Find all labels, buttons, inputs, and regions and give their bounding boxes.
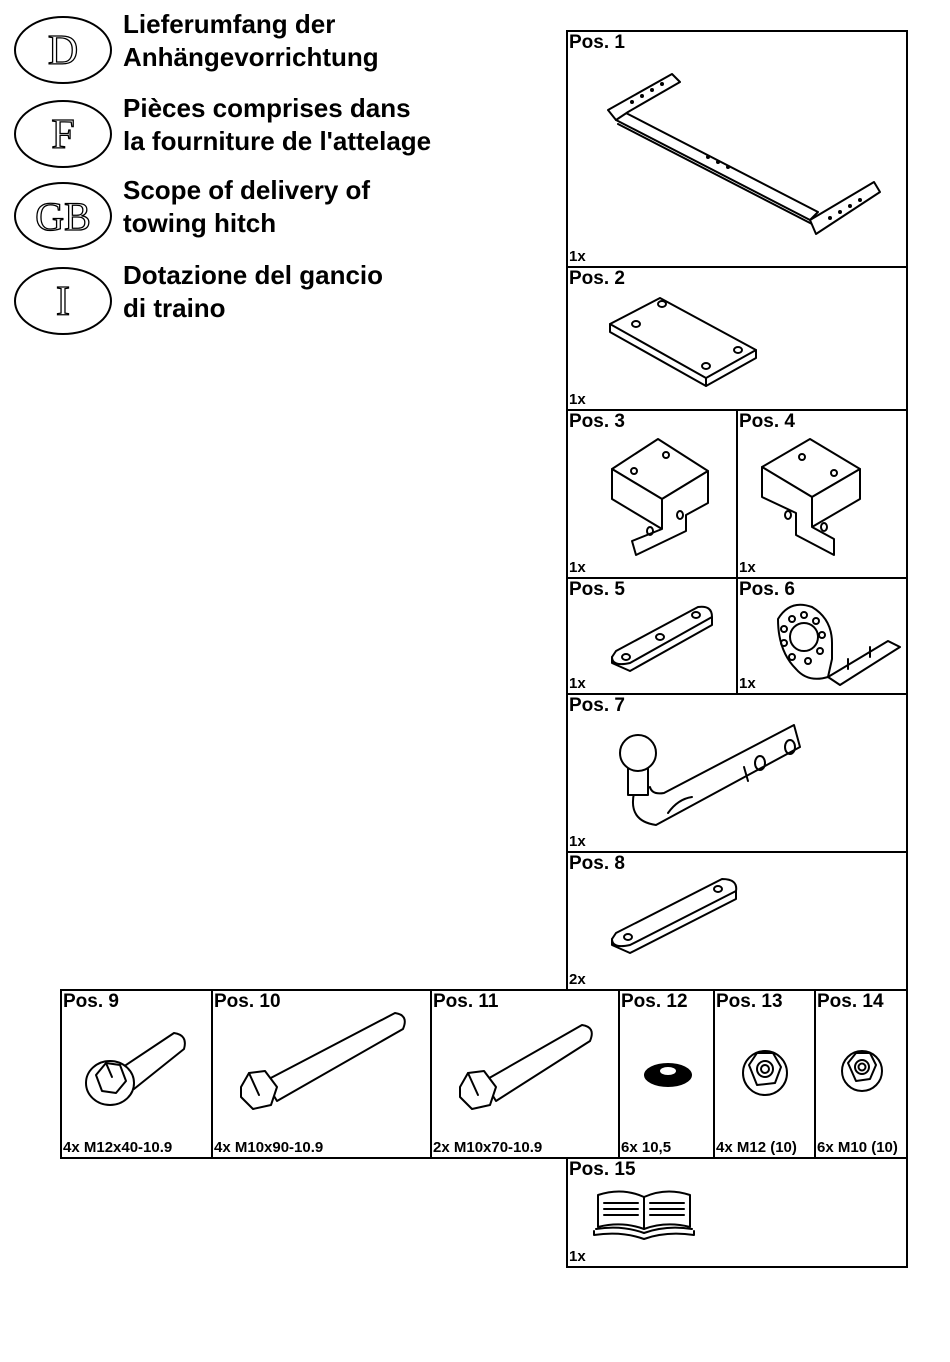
position-label: Pos. 1 <box>569 32 625 53</box>
language-badge-f <box>12 98 114 170</box>
quantity-label: 1x <box>739 675 756 692</box>
language-badge-d <box>12 14 114 86</box>
part-cell-pos-5 <box>566 577 738 695</box>
quantity-label: 4x M10x90-10.9 <box>214 1139 324 1156</box>
washer-icon <box>620 991 715 1159</box>
part-cell-pos-2 <box>566 266 908 411</box>
language-badge-gb <box>12 180 114 252</box>
part-cell-pos-11 <box>430 989 620 1159</box>
language-text-gb: Scope of delivery of towing hitch <box>123 175 371 238</box>
part-cell-pos-15 <box>566 1157 908 1268</box>
position-label: Pos. 12 <box>621 991 688 1012</box>
position-label: Pos. 10 <box>214 991 281 1012</box>
position-label: Pos. 14 <box>817 991 884 1012</box>
language-header-f <box>12 93 472 176</box>
position-label: Pos. 9 <box>63 991 119 1012</box>
bracket-icon <box>738 411 908 579</box>
quantity-label: 1x <box>569 248 586 265</box>
part-cell-pos-8 <box>566 851 908 991</box>
quantity-label: 1x <box>569 559 586 576</box>
hex-nut-icon <box>816 991 908 1159</box>
part-cell-pos-6 <box>736 577 908 695</box>
quantity-label: 6x M10 (10) <box>817 1139 898 1156</box>
part-cell-pos-10 <box>211 989 432 1159</box>
part-cell-pos-13 <box>713 989 816 1159</box>
position-label: Pos. 8 <box>569 853 625 874</box>
position-label: Pos. 6 <box>739 579 795 600</box>
position-label: Pos. 7 <box>569 695 625 716</box>
quantity-label: 1x <box>569 833 586 850</box>
language-text-f: Pièces comprises dans la fourniture de l'attelage <box>123 93 432 156</box>
quantity-label: 2x M10x70-10.9 <box>433 1139 543 1156</box>
part-cell-pos-14 <box>814 989 908 1159</box>
hex-bolt-icon <box>432 991 620 1159</box>
quantity-label: 1x <box>739 559 756 576</box>
position-label: Pos. 5 <box>569 579 625 600</box>
position-label: Pos. 4 <box>739 411 795 432</box>
flange-bolt-icon <box>62 991 213 1159</box>
part-cell-pos-7 <box>566 693 908 853</box>
language-text-i: Dotazione del gancio di traino <box>123 260 384 323</box>
language-header-i <box>12 260 472 343</box>
part-cell-pos-12 <box>618 989 715 1159</box>
svg-text:F: F <box>51 112 75 158</box>
part-cell-pos-9 <box>60 989 213 1159</box>
part-cell-pos-3 <box>566 409 738 579</box>
position-label: Pos. 3 <box>569 411 625 432</box>
quantity-label: 1x <box>569 675 586 692</box>
position-label: Pos. 13 <box>716 991 783 1012</box>
tow-ball-icon <box>568 695 908 853</box>
position-label: Pos. 2 <box>569 268 625 289</box>
svg-text:D: D <box>47 28 79 74</box>
crossbar-icon <box>568 32 908 268</box>
svg-text:I: I <box>56 279 70 325</box>
hex-nut-icon <box>715 991 816 1159</box>
language-text-d: Lieferumfang der Anhängevorrichtung <box>123 9 379 72</box>
part-cell-pos-4 <box>736 409 908 579</box>
quantity-label: 4x M12x40-10.9 <box>63 1139 173 1156</box>
language-header-gb <box>12 175 472 258</box>
quantity-label: 4x M12 (10) <box>716 1139 797 1156</box>
quantity-label: 2x <box>569 971 586 988</box>
quantity-label: 6x 10,5 <box>621 1139 672 1156</box>
part-cell-pos-1 <box>566 30 908 268</box>
quantity-label: 1x <box>569 391 586 408</box>
language-badge-i <box>12 265 114 337</box>
hex-bolt-icon <box>213 991 432 1159</box>
svg-text:GB: GB <box>35 194 91 239</box>
bracket-icon <box>568 411 738 579</box>
position-label: Pos. 11 <box>433 991 499 1012</box>
position-label: Pos. 15 <box>569 1159 636 1180</box>
quantity-label: 1x <box>569 1248 586 1265</box>
language-header-d <box>12 9 472 92</box>
